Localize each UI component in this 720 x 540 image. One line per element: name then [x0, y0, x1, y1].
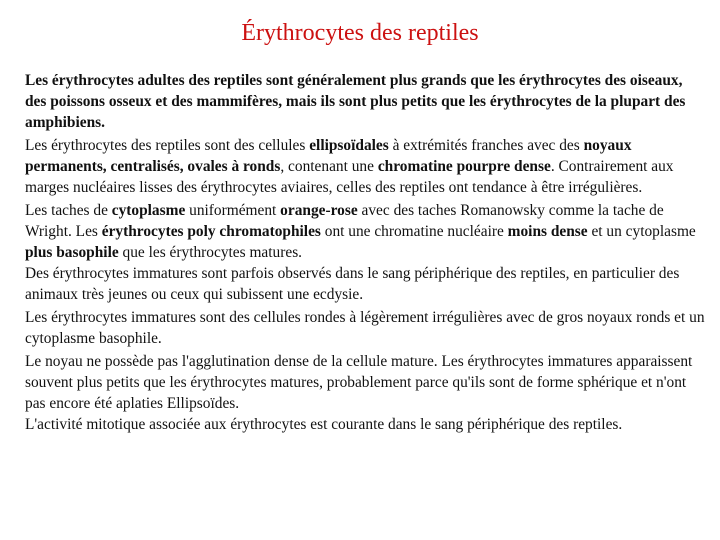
bold-term: orange-rose — [280, 202, 358, 219]
paragraph-immature-shape: Les érythrocytes immatures sont des cellules rondes à légèrement irrégulières avec de gros noyaux ronds et un cytoplasme basophile. — [25, 309, 705, 347]
text-run: ont une chromatine nucléaire — [320, 223, 508, 240]
paragraph-size-comparison-text: Les érythrocytes adultes des reptiles sont généralement plus grands que les érythrocytes des oiseaux, des poissons osseux et des mammifères, mais ils sont plus petits que les érythrocytes de la plupart des amphibiens. — [25, 72, 686, 131]
text-run: à extrémités franches avec des — [388, 137, 584, 154]
text-run: avec des taches Romanowsky comme la tache de Wright. Les — [25, 202, 664, 240]
text-run: et un cytoplasme — [587, 223, 696, 240]
paragraph-nucleus: Le noyau ne possède pas l'agglutination dense de la cellule mature. Les érythrocytes immatures apparaissent souvent plus petits que les érythrocytes matures, probablement parce qu'ils sont de forme sphérique et n'ont pas encore été aplaties Ellipsoïdes. — [25, 353, 693, 412]
paragraph-shape — [25, 135, 705, 198]
slide-title: Érythrocytes des reptiles — [241, 20, 479, 46]
bold-term: moins dense — [507, 223, 588, 240]
text-run: Les taches de — [25, 202, 112, 219]
text-run: uniformément — [185, 202, 281, 219]
text-run: Les érythrocytes des reptiles sont des cellules — [25, 137, 310, 154]
text-run: . Contrairement aux marges nucléaires lisses des érythrocytes aviaires, celles des reptiles ont tendance à être irrégulières. — [25, 158, 674, 196]
paragraph-size-comparison — [25, 70, 705, 133]
text-run: , contenant une — [280, 158, 378, 175]
bold-term: érythrocytes poly chromatophiles — [101, 223, 321, 240]
slide-body — [25, 70, 705, 437]
bold-term: ellipsoïdales — [309, 137, 389, 154]
bold-term: chromatine pourpre dense — [377, 158, 551, 175]
paragraph-mitotic-activity: L'activité mitotique associée aux érythrocytes est courante dans le sang périphérique des reptiles. — [25, 416, 623, 433]
text-run: que les érythrocytes matures. — [118, 244, 303, 261]
bold-term: noyaux permanents, centralisés, ovales à ronds — [25, 137, 632, 175]
bold-term: cytoplasme — [111, 202, 186, 219]
paragraph-immature-observed: Des érythrocytes immatures sont parfois observés dans le sang périphérique des reptiles, en particulier des animaux très jeunes ou ceux qui subissent une ecdysie. — [25, 265, 680, 303]
bold-term: plus basophile — [25, 244, 119, 261]
paragraph-staining — [25, 200, 705, 263]
